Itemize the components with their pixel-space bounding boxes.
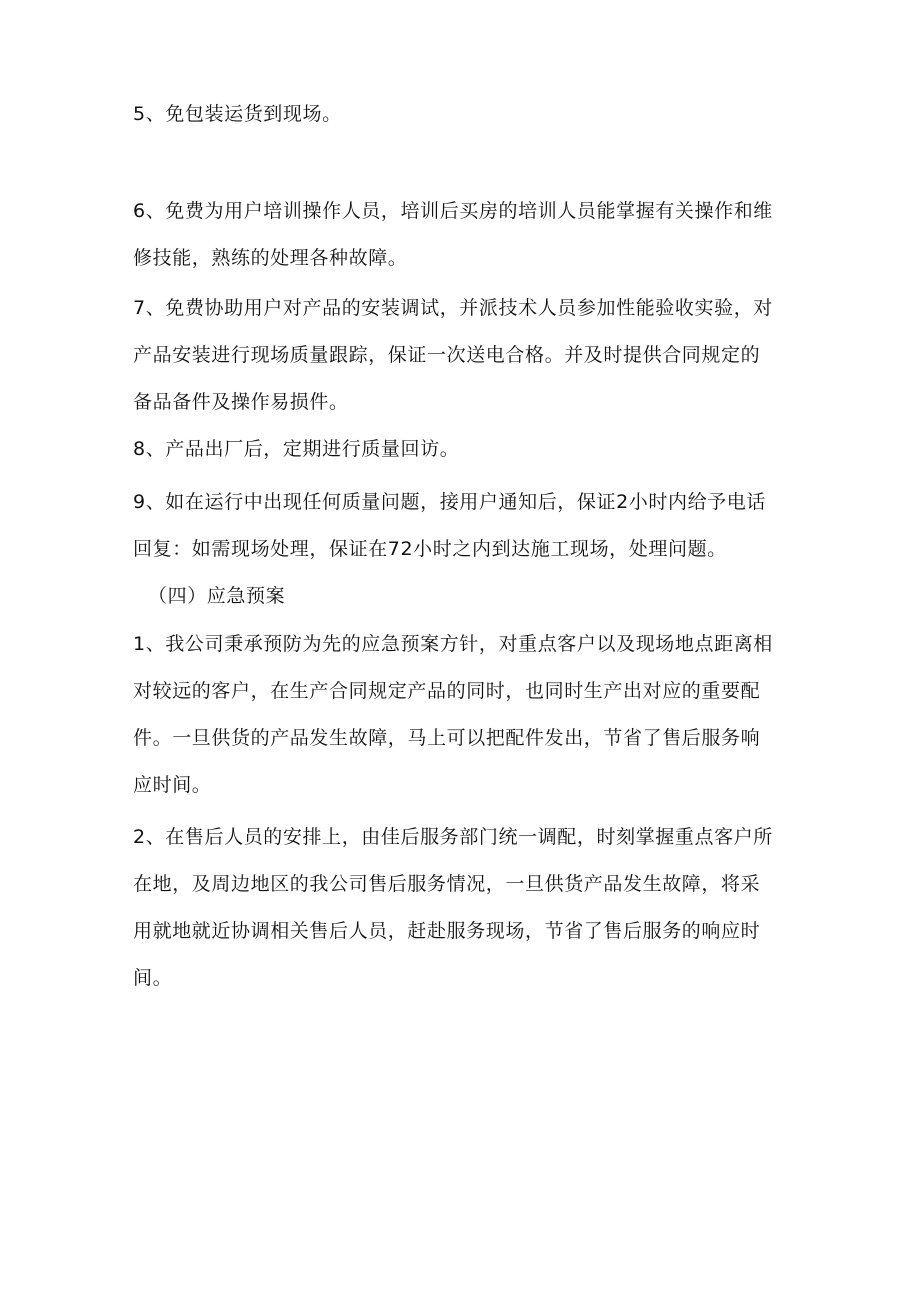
- plan-2-line-4: 间。: [133, 967, 173, 989]
- item-9-line-1: 9、如在运行中出现任何质量问题，接用户通知后，保证2小时内给予电话: [133, 491, 766, 513]
- item-9-line-2: 回复：如需现场处理，保证在72小时之内到达施工现场，处理问题。: [133, 538, 727, 560]
- item-8-line-1: 8、产品出厂后，定期进行质量回访。: [133, 438, 460, 460]
- plan-1-line-4: 应时间。: [133, 774, 212, 796]
- item-7-line-2: 产品安装进行现场质量跟踪，保证一次送电合格。并及时提供合同规定的: [133, 344, 761, 366]
- plan-2-line-1: 2、在售后人员的安排上，由佳后服务部门统一调配，时刻掌握重点客户所: [133, 826, 773, 848]
- section-heading: （四）应急预案: [148, 585, 286, 607]
- plan-1-line-2: 对较远的客户，在生产合同规定产品的同时，也同时生产出对应的重要配: [133, 680, 761, 702]
- plan-1-line-1: 1、我公司秉承预防为先的应急预案方针，对重点客户以及现场地点距离相: [133, 633, 773, 655]
- item-5-line-1: 5、免包装运货到现场。: [133, 103, 342, 125]
- item-7-line-3: 备品备件及操作易损件。: [133, 391, 349, 413]
- plan-1-line-3: 件。一旦供货的产品发生故障，马上可以把配件发出，节省了售后服务响: [133, 727, 761, 749]
- item-7-line-1: 7、免费协助用户对产品的安装调试，并派技术人员参加性能验收实验，对: [133, 297, 773, 319]
- plan-2-line-2: 在地，及周边地区的我公司售后服务情况，一旦供货产品发生故障，将采: [133, 873, 761, 895]
- item-6-line-2: 修技能，熟练的处理各种故障。: [133, 247, 408, 269]
- plan-2-line-3: 用就地就近协调相关售后人员，赶赴服务现场，节省了售后服务的响应时: [133, 920, 761, 942]
- item-6-line-1: 6、免费为用户培训操作人员，培训后买房的培训人员能掌握有关操作和维: [133, 200, 773, 222]
